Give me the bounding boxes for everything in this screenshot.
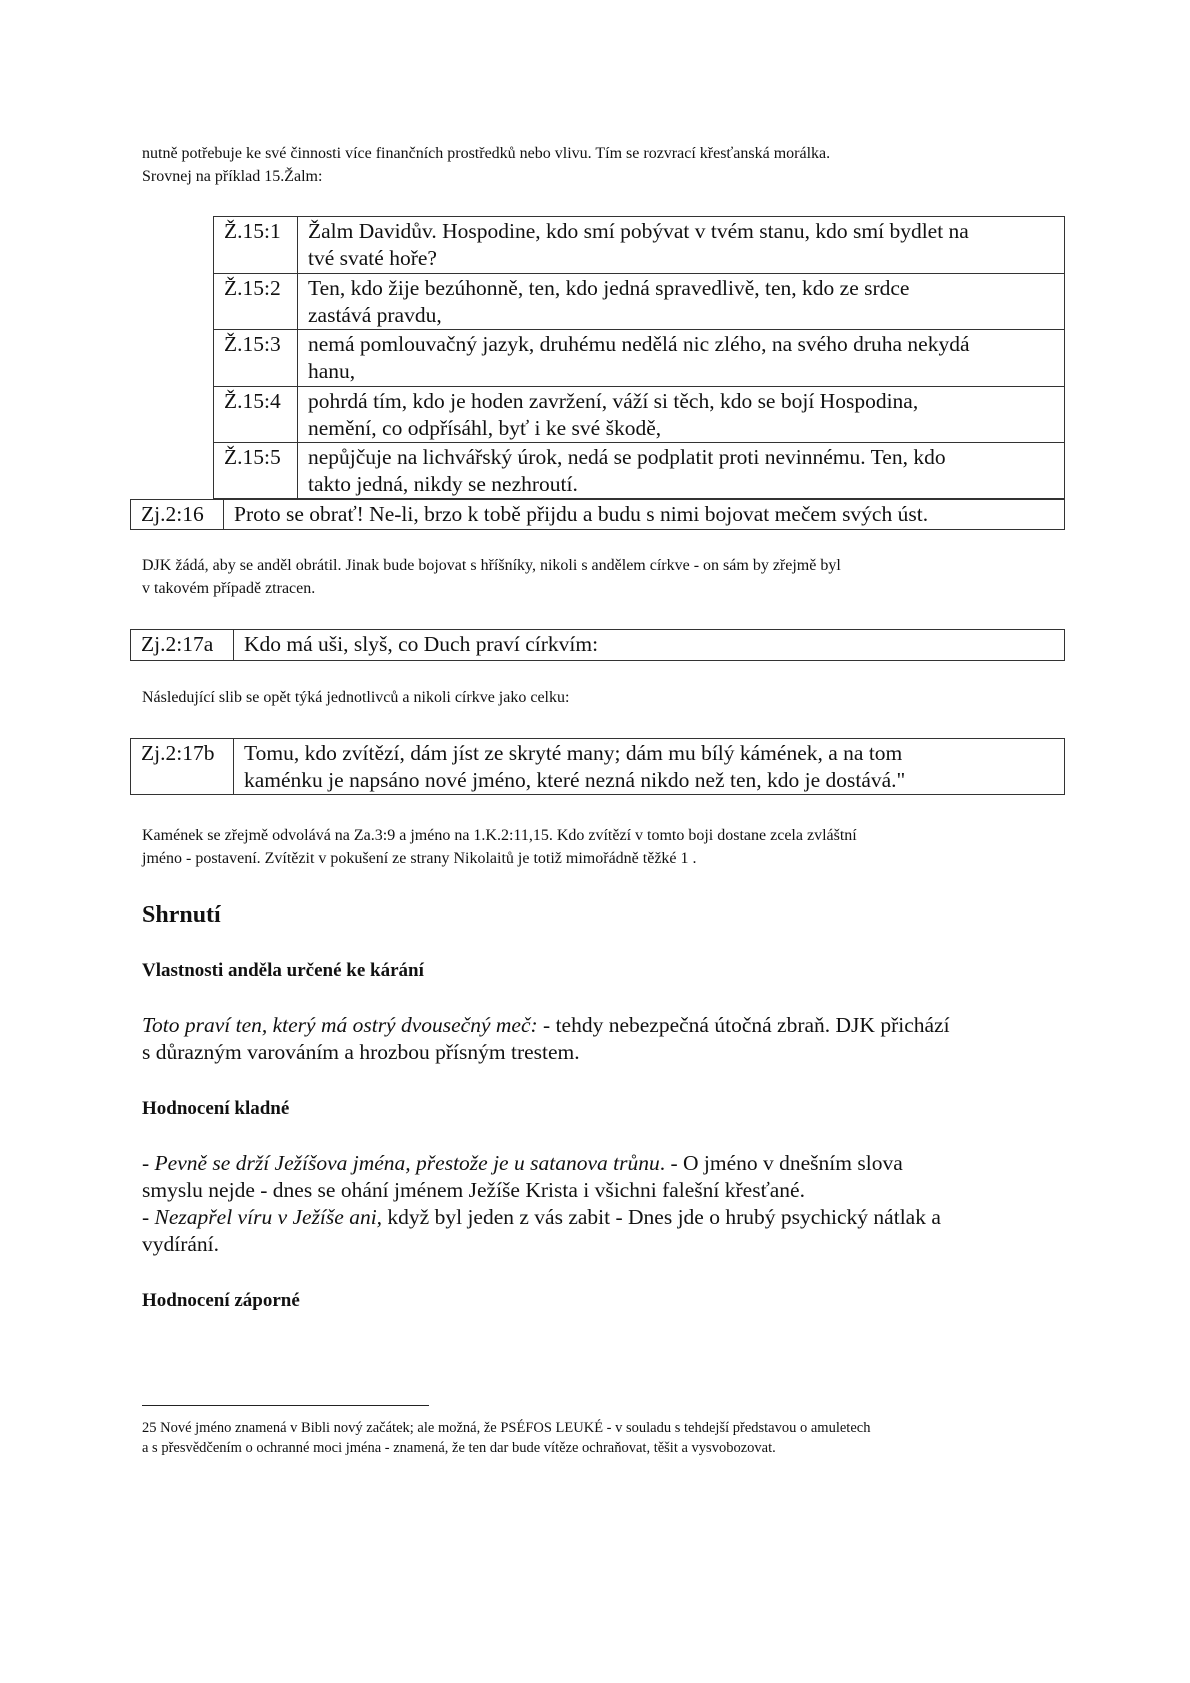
paragraph-line: v takovém případě ztracen. (142, 580, 316, 597)
psalm-line: nemění, co odpřísáhl, byť i ke své škodě, (308, 415, 662, 440)
psalm-text (298, 217, 969, 272)
footnote-line: 25 Nové jméno znamená v Bibli nový začátek; ale možná, že PSÉFOS LEUKÉ - v souladu s tehdejší představou o amuletech (142, 1420, 871, 1436)
psalm-line: Žalm Davidův. Hospodine, kdo smí pobývat v tvém stanu, kdo smí bydlet na (308, 219, 969, 243)
psalm-row (214, 217, 1064, 273)
footnote-separator (142, 1405, 429, 1406)
psalm-row (214, 386, 1064, 442)
psalm-text (298, 443, 946, 498)
psalm-line: zastává pravdu, (308, 303, 442, 328)
verse-row-2-16 (130, 499, 1065, 530)
psalm-text (298, 387, 918, 442)
psalm-ref: Ž.15:3 (214, 330, 298, 385)
intro-line-1: nutně potřebuje ke své činnosti více finančních prostředků nebo vlivu. Tím se rozvrací křesťanská morálka. (142, 145, 831, 162)
paragraph-line: smyslu nejde - dnes se ohání jménem Ježíše Krista i všichni falešní křesťané. (142, 1178, 805, 1202)
paragraph-line (142, 1150, 941, 1177)
quote-italic: Pevně se drží Ježíšova jména, přestože je u satanova trůnu (154, 1151, 660, 1175)
paragraph-djk (142, 554, 841, 600)
verse-line: kaménku je napsáno nové jméno, které nezná nikdo než ten, kdo je dostává." (244, 768, 906, 792)
psalm-row (214, 329, 1064, 385)
paragraph-line: vydírání. (142, 1232, 220, 1256)
text: - tehdy nebezpečná útočná zbraň. DJK přichází (537, 1013, 950, 1037)
psalm-line: tvé svaté hoře? (308, 246, 437, 270)
paragraph-line (142, 1204, 941, 1231)
psalm-text (298, 330, 970, 385)
paragraph-line (142, 1012, 950, 1039)
paragraph-line: Kamének se zřejmě odvolává na Za.3:9 a jméno na 1.K.2:11,15. Kdo zvítězí v tomto boji dostane zcela zvláštní (142, 827, 857, 844)
psalm-line: nemá pomlouvačný jazyk, druhému nedělá nic zlého, na svého druha nekydá (308, 332, 970, 357)
psalm-row (214, 273, 1064, 329)
paragraph-line: s důrazným varováním a hrozbou přísným trestem. (142, 1040, 580, 1064)
psalm-line: takto jedná, nikdy se nezhroutí. (308, 471, 578, 496)
psalm-ref: Ž.15:2 (214, 274, 298, 329)
verse-row-2-17b (130, 738, 1065, 795)
psalm-text (298, 274, 909, 329)
subheading-positive: Hodnocení kladné (142, 1098, 290, 1119)
footnote (142, 1418, 870, 1458)
text: když byl jeden z vás zabit - Dnes jde o hrubý psychický nátlak a (382, 1205, 941, 1229)
verse-text: Kdo má uši, slyš, co Duch praví církvím: (244, 632, 599, 656)
verse-text (234, 739, 905, 794)
dash: - (142, 1151, 155, 1175)
psalm-line: Ten, kdo žije bezúhonně, ten, kdo jedná spravedlivě, ten, kdo ze srdce (308, 276, 910, 301)
verse-ref: Zj.2:17b (131, 739, 234, 794)
verse-text: Proto se obrať! Ne-li, brzo k tobě přijdu a budu s nimi bojovat mečem svých úst. (234, 502, 929, 526)
intro-paragraph (142, 142, 830, 188)
verse-ref: Zj.2:16 (131, 500, 224, 529)
psalm-ref: Ž.15:5 (214, 443, 298, 498)
subheading-properties: Vlastnosti anděla určené ke kárání (142, 960, 424, 981)
psalm-line: nepůjčuje na lichvářský úrok, nedá se podplatit proti nevinnému. Ten, kdo (308, 444, 946, 469)
footnote-line: a s přesvědčením o ochranné moci jména - znamená, že ten dar bude vítěze ochraňovat, těšit a vysvobozovat. (142, 1440, 776, 1456)
subheading-negative: Hodnocení záporné (142, 1290, 300, 1311)
quote-italic: Toto praví ten, který má ostrý dvousečný meč: (142, 1013, 538, 1037)
verse-line: Tomu, kdo zvítězí, dám jíst ze skryté many; dám mu bílý kámének, a na tom (244, 741, 903, 765)
verse-ref: Zj.2:17a (131, 630, 234, 660)
psalm-line: pohrdá tím, kdo je hoden zavržení, váží si těch, kdo se bojí Hospodina, (308, 388, 919, 413)
psalm-ref: Ž.15:1 (214, 217, 298, 273)
paragraph-positive (142, 1150, 941, 1258)
paragraph-properties (142, 1012, 950, 1066)
paragraph-line: DJK žádá, aby se anděl obrátil. Jinak bude bojovat s hříšníky, nikoli s andělem církve - on sám by zřejmě byl (142, 557, 841, 574)
text: . - O jméno v dnešním slova (659, 1151, 903, 1175)
verse-row-2-17a (130, 629, 1065, 661)
psalm-line: hanu, (308, 359, 356, 384)
quote-italic: Nezapřel víru v Ježíše ani, (154, 1205, 383, 1229)
paragraph-kamenek (142, 824, 857, 870)
paragraph-slib: Následující slib se opět týká jednotlivců a nikoli církve jako celku: (142, 689, 570, 706)
section-heading: Shrnutí (142, 902, 221, 928)
paragraph-line: jméno - postavení. Zvítězit v pokušení ze strany Nikolaitů je totiž mimořádně těžké 1 . (142, 850, 697, 867)
psalm-ref: Ž.15:4 (214, 387, 298, 442)
psalm-table (213, 216, 1065, 499)
intro-line-2: Srovnej na příklad 15.Žalm: (142, 168, 323, 185)
psalm-row (214, 442, 1064, 498)
dash: - (142, 1205, 155, 1229)
